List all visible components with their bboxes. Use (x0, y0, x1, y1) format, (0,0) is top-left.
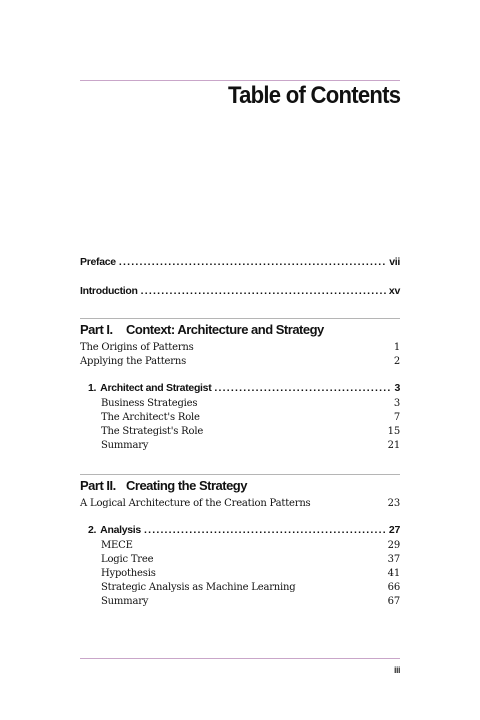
toc-section-label: Logic Tree (101, 554, 154, 565)
toc-entry[interactable] (80, 356, 400, 367)
chapter-heading-2[interactable] (88, 524, 400, 536)
toc-entry-label: A Logical Architecture of the Creation Patterns (80, 498, 311, 509)
toc-section-page: 29 (387, 540, 400, 551)
toc-entry-label: The Origins of Patterns (80, 342, 194, 353)
toc-entry-page: 2 (393, 356, 400, 367)
toc-section-label: MECE (101, 540, 133, 551)
dot-leader (119, 256, 386, 268)
toc-entry-page: 1 (393, 342, 400, 353)
toc-section[interactable] (101, 540, 400, 551)
toc-section-page: 41 (387, 568, 400, 579)
bottom-rule (80, 658, 400, 659)
dot-leader (141, 285, 386, 297)
toc-section-page: 15 (387, 426, 400, 437)
toc-section-page: 37 (387, 554, 400, 565)
chapter-page: 27 (388, 524, 400, 536)
toc-entry-page: vii (389, 256, 400, 268)
chapter-title: Architect and Strategist (100, 382, 212, 394)
part-number: Part I. (80, 322, 113, 337)
toc-section-page: 21 (387, 440, 400, 451)
toc-section-page: 3 (393, 398, 400, 409)
toc-section[interactable] (101, 582, 400, 593)
chapter-page: 3 (394, 382, 400, 394)
toc-section-label: Strategic Analysis as Machine Learning (101, 582, 296, 593)
toc-section[interactable] (101, 554, 400, 565)
toc-section[interactable] (101, 398, 400, 409)
toc-section[interactable] (101, 568, 400, 579)
toc-entry[interactable] (80, 498, 400, 509)
toc-section[interactable] (101, 412, 400, 423)
page-number: iii (393, 665, 400, 675)
toc-section-label: Summary (101, 596, 149, 607)
top-rule (80, 80, 400, 81)
part-title: Creating the Strategy (126, 478, 247, 493)
part-heading-1[interactable] (80, 322, 324, 337)
toc-entry[interactable] (80, 342, 400, 353)
chapter-number: 1. (88, 382, 97, 394)
toc-entry-label: Applying the Patterns (80, 356, 186, 367)
toc-section-label: Hypothesis (101, 568, 156, 579)
toc-entry-page: xv (388, 285, 400, 297)
dot-leader (214, 382, 391, 394)
toc-section-label: Summary (101, 440, 149, 451)
toc-section-page: 66 (387, 582, 400, 593)
toc-entry-page: 23 (387, 498, 400, 509)
toc-section[interactable] (101, 426, 400, 437)
toc-section[interactable] (101, 440, 400, 451)
dot-leader (144, 524, 386, 536)
chapter-heading-1[interactable] (88, 382, 400, 394)
toc-section-label: The Architect's Role (101, 412, 200, 423)
toc-entry-introduction[interactable] (80, 285, 400, 297)
part-number: Part II. (80, 478, 116, 493)
part-divider (80, 474, 400, 475)
chapter-number: 2. (88, 524, 97, 536)
part-title: Context: Architecture and Strategy (126, 322, 324, 337)
toc-section-page: 7 (393, 412, 400, 423)
chapter-title: Analysis (100, 524, 141, 536)
toc-section[interactable] (101, 596, 400, 607)
toc-entry-preface[interactable] (80, 256, 400, 268)
toc-entry-label: Introduction (80, 285, 138, 297)
part-heading-2[interactable] (80, 478, 247, 493)
toc-entry-label: Preface (80, 256, 116, 268)
part-divider (80, 318, 400, 319)
page-title: Table of Contents (227, 82, 400, 109)
toc-section-label: The Strategist's Role (101, 426, 204, 437)
toc-section-page: 67 (387, 596, 400, 607)
toc-section-label: Business Strategies (101, 398, 198, 409)
